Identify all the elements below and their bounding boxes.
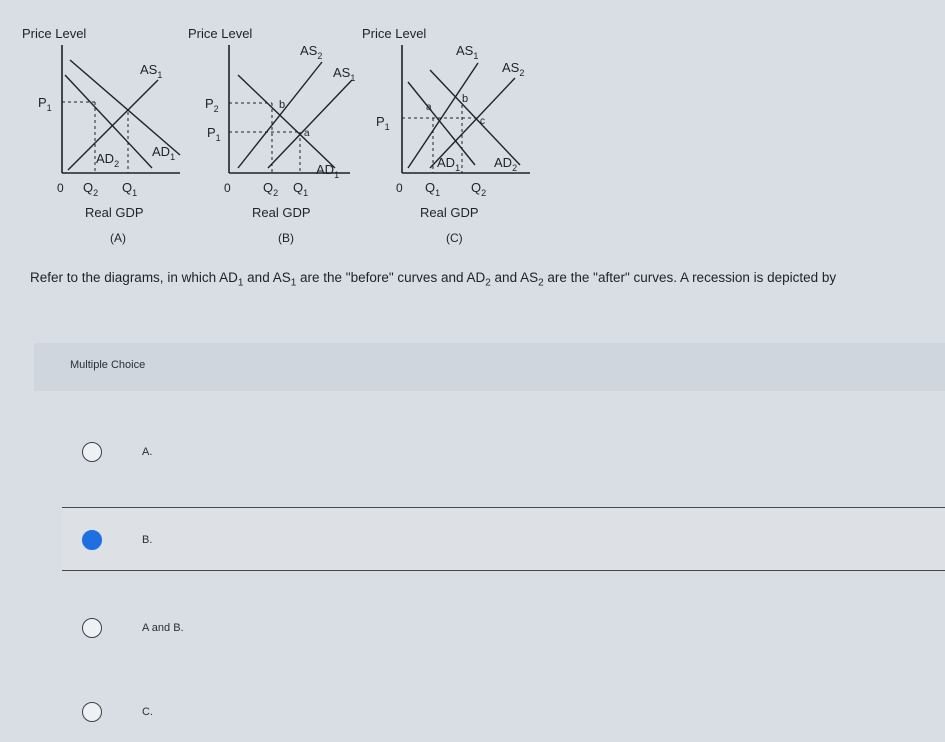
diagram-c — [362, 26, 530, 245]
diagram-c-point-c: c — [480, 116, 485, 127]
diagram-a-caption: (A) — [110, 231, 126, 245]
diagram-c-origin: 0 — [396, 181, 403, 195]
option-c[interactable] — [62, 680, 945, 742]
question-subscript: 1 — [290, 277, 297, 289]
option-b[interactable] — [62, 507, 945, 571]
diagram-b-q2-label: $Q_2$ — [263, 180, 279, 198]
answer-options — [62, 420, 945, 735]
diagram-b-p1-label: $P_1$ — [207, 125, 221, 143]
diagram-b-origin: 0 — [224, 181, 231, 195]
diagram-b-point-a: a — [304, 128, 310, 139]
question-segment: are the "after" curves. A recession is depicted by — [543, 270, 837, 285]
question-segment: and AS — [243, 270, 291, 285]
diagram-b-q1-label: $Q_1$ — [293, 180, 309, 198]
option-c-label: C. — [142, 706, 153, 718]
question-segment: and AS — [490, 270, 539, 285]
diagram-b — [188, 26, 355, 245]
option-b-label: B. — [142, 534, 153, 546]
diagram-c-ad1-label: $AD_1$ — [437, 155, 461, 173]
diagram-c-as2-label: $AS_2$ — [502, 60, 525, 78]
option-a[interactable] — [62, 420, 945, 482]
diagram-b-as2-label: $AS_2$ — [300, 43, 323, 61]
option-a-label: A. — [142, 446, 153, 458]
option-a-and-b[interactable] — [62, 596, 945, 658]
question-subscript: 1 — [237, 277, 244, 289]
diagram-a-ad2-label: $AD_2$ — [96, 151, 120, 169]
diagram-b-x-axis-label: Real GDP — [252, 205, 311, 220]
diagram-c-q2-label: $Q_2$ — [471, 180, 487, 198]
diagram-c-as1-label: $AS_1$ — [456, 43, 479, 61]
diagram-a-q1-label: $Q_1$ — [122, 180, 138, 198]
diagram-c-as1-curve — [408, 63, 478, 168]
diagram-c-caption: (C) — [446, 231, 463, 245]
diagram-a-x-axis-label: Real GDP — [85, 205, 144, 220]
question-subscript: 2 — [538, 277, 544, 289]
multiple-choice-header — [34, 343, 945, 391]
option-a-and-b-radio[interactable] — [82, 618, 102, 638]
diagram-a-q2-label: $Q_2$ — [83, 180, 99, 198]
diagram-b-as2-curve — [238, 62, 322, 168]
diagram-b-ad1-label: $AD_1$ — [316, 162, 340, 180]
diagram-a-y-axis-label: Price Level — [22, 26, 87, 41]
question-segment: Refer to the diagrams, in which AD — [30, 270, 238, 285]
diagram-c-point-a: a — [426, 102, 432, 113]
diagram-a-as1-label: $AS_1$ — [140, 62, 163, 80]
diagram-b-ad1-curve — [238, 75, 335, 168]
diagram-c-y-axis-label: Price Level — [362, 26, 427, 41]
diagram-a-ad1-label: $AD_1$ — [152, 144, 176, 162]
diagrams-svg — [0, 0, 945, 260]
diagram-a — [22, 26, 180, 245]
diagram-c-q1-label: $Q_1$ — [425, 180, 441, 198]
diagram-b-as1-curve — [268, 80, 352, 168]
question-segment: are the "before" curves and AD — [296, 270, 486, 285]
diagram-b-as1-label: $AS_1$ — [333, 65, 356, 83]
diagram-a-origin: 0 — [57, 181, 64, 195]
diagrams-area — [0, 0, 945, 260]
diagram-c-point-b: b — [462, 93, 469, 105]
multiple-choice-label: Multiple Choice — [70, 359, 146, 371]
diagram-c-x-axis-label: Real GDP — [420, 205, 479, 220]
option-a-radio[interactable] — [82, 442, 102, 462]
option-c-radio[interactable] — [82, 702, 102, 722]
diagram-b-point-b: b — [279, 99, 286, 111]
diagram-b-caption: (B) — [278, 231, 294, 245]
diagram-c-p1-label: $P_1$ — [376, 114, 390, 132]
option-a-and-b-label: A and B. — [142, 622, 184, 634]
option-b-radio[interactable] — [82, 530, 102, 550]
question-text — [30, 268, 930, 294]
question-subscript: 2 — [485, 277, 491, 289]
diagram-a-p1-label: $P_1$ — [38, 95, 52, 113]
diagram-b-y-axis-label: Price Level — [188, 26, 253, 41]
diagram-b-p2-label: $P_2$ — [205, 96, 219, 114]
diagram-a-ad1-curve — [70, 60, 180, 155]
diagram-c-ad2-label: $AD_2$ — [494, 155, 518, 173]
